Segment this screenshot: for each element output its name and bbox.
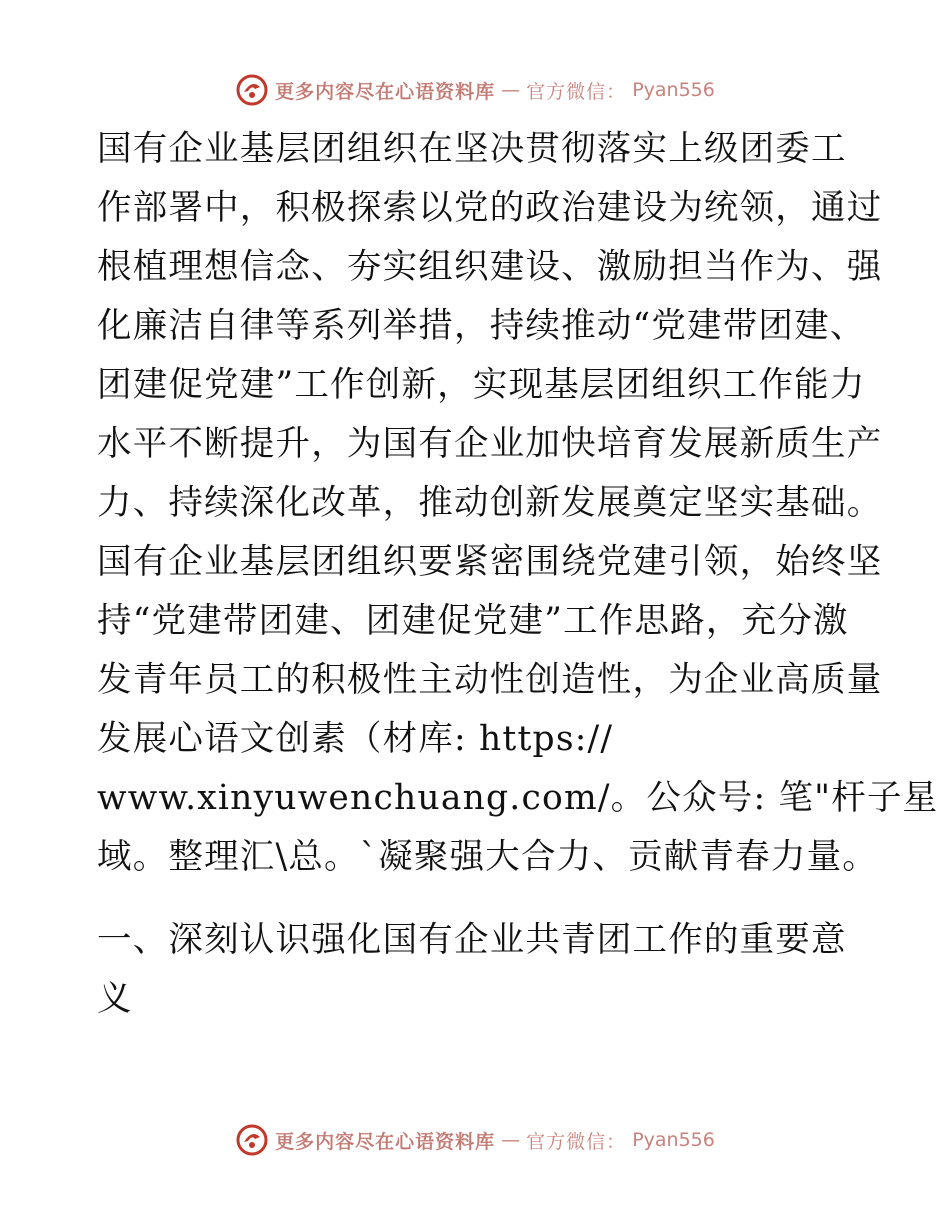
watermark-wechat-id: Pyan556 [632,1129,715,1151]
heading-line: 义 [97,979,133,1019]
paragraph-line: 根植理想信念、夯实组织建设、激励担当作为、强 [97,247,883,287]
paragraph-line: 化廉洁自律等系列举措，持续推动“党建带团建、 [97,306,866,346]
watermark-wechat-label: 官方微信： [526,1130,627,1153]
paragraph-line: 持“党建带团建、团建促党建”工作思路，充分激 [97,601,849,641]
watermark-main-text: 更多内容尽在心语资料库 [275,1130,496,1153]
footer-watermark [0,1120,950,1160]
watermark-wechat-id: Pyan556 [632,79,715,101]
watermark-main-text: 更多内容尽在心语资料库 [275,80,496,103]
paragraph-line: 力、持续深化改革，推动创新发展奠定坚实基础。 [97,483,883,523]
header-watermark [0,70,950,110]
paragraph-line: 发展心语文创素（材库: https:// [97,719,614,759]
paragraph-line: www.xinyuwenchuang.com/。公众号: 笔"杆子星 [97,778,939,818]
paragraph-line: 发青年员工的积极性主动性创造性，为企业高质量 [97,660,883,700]
brand-logo-icon [235,73,269,107]
paragraph-line: 水平不断提升，为国有企业加快培育发展新质生产 [97,424,883,464]
paragraph-line: 国有企业基层团组织要紧密围绕党建引领，始终坚 [97,542,883,582]
watermark-dash: — [501,1129,521,1151]
body-paragraph [97,120,939,887]
watermark-wechat-label: 官方微信： [526,80,627,103]
document-body [97,120,939,1029]
watermark-dash: — [501,79,521,101]
section-heading [97,911,857,1029]
heading-line: 一、深刻认识强化国有企业共青团工作的重要意 [97,920,847,960]
paragraph-line: 国有企业基层团组织在坚决贯彻落实上级团委工 [97,129,847,169]
paragraph-line: 作部署中，积极探索以党的政治建设为统领，通过 [97,188,883,228]
paragraph-line: 团建促党建”工作创新，实现基层团组织工作能力 [97,365,866,405]
paragraph-line: 域。整理汇\总。`凝聚强大合力、贡献青春力量。 [97,837,878,877]
brand-logo-icon [235,1123,269,1157]
